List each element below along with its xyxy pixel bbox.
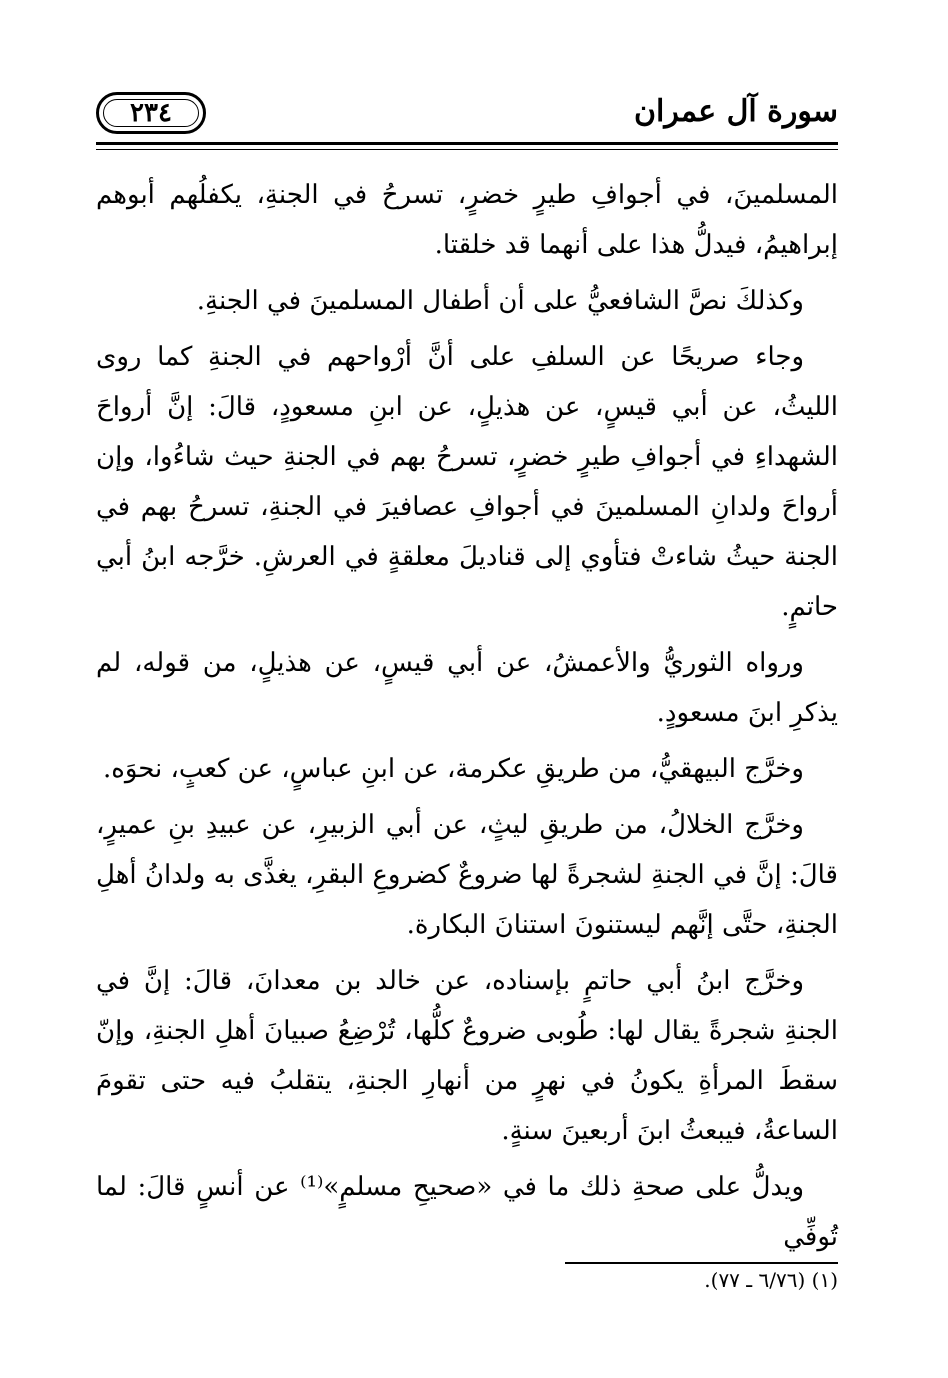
paragraph: وكذلكَ نصَّ الشافعيُّ على أن أطفال المسلمينَ في الجنةِ. [196,286,804,316]
footnote: (١) (٦/٧٦ ـ ٧٧). [704,1268,838,1292]
header-rule-thin [96,149,838,150]
page-header [96,92,838,140]
header-rule-thick [96,142,838,145]
page-number-badge [96,92,206,134]
paragraph: ويدلُّ على صحةِ ذلك ما في «صحيحِ مسلمٍ»⁽¹⁾ عن أنسٍ قالَ: لما تُوفِّي [96,1172,838,1252]
paragraph: ورواه الثوريُّ والأعمشُ، عن أبي قيسٍ، عن هذيلٍ، من قوله، لم يذكرِ ابنَ مسعودٍ. [96,648,838,728]
paragraph: وخرَّج ابنُ أبي حاتمٍ بإسناده، عن خالد بن معدانَ، قالَ: إنَّ في الجنةِ شجرةً يقال لها: طُوبى ضروعٌ كلُّها، تُرْضِعُ صبيانَ أهلِ الجنةِ، وإنّ سقطَ المرأةِ يكونُ في نهرٍ من أنهارِ الجنةِ، يتقلبُ فيه حتى تقومَ الساعةُ، فيبعثُ ابنَ أربعينَ سنةٍ. [96,966,838,1146]
body-text [96,170,838,1268]
paragraph: وخرَّج البيهقيُّ، من طريقِ عكرمة، عن ابنِ عباسٍ، عن كعبٍ، نحوَه. [102,754,804,784]
surah-title: سورة آل عمران [633,94,838,129]
paragraph: وخرَّج الخلالُ، من طريقِ ليثٍ، عن أبي الزبيرِ، عن عبيدِ بنِ عميرٍ، قالَ: إنَّ في الجنةِ لشجرةً لها ضروعٌ كضروعِ البقرِ، يغذَّى به ولدانُ أهلِ الجنةِ، حتَّى إنَّهم ليستنونَ استنانَ البكارة. [96,810,838,940]
paragraph: وجاء صريحًا عن السلفِ على أنَّ أرْواحهم في الجنةِ كما روى الليثُ، عن أبي قيسٍ، عن هذيلٍ، عن ابنِ مسعودٍ، قالَ: إنَّ أرواحَ الشهداءِ في أجوافِ طيرٍ خضرٍ، تسرحُ بهم في الجنةِ حيث شاءُوا، وإن أرواحَ ولدانِ المسلمينَ في أجوافِ عصافيرَ في الجنةِ، تسرحُ بهم في الجنة حيثُ شاءتْ فتأوي إلى قناديلَ معلقةٍ في العرشِ. خرَّجه ابنُ أبي حاتمٍ. [96,342,838,622]
page-number: ٢٣٤ [130,98,172,128]
footnote-rule [565,1262,838,1264]
paragraph: المسلمينَ، في أجوافِ طيرٍ خضرٍ، تسرحُ في الجنةِ، يكفلُهم أبوهم إبراهيمُ، فيدلُّ هذا على أنهما قد خلقتا. [96,180,838,260]
